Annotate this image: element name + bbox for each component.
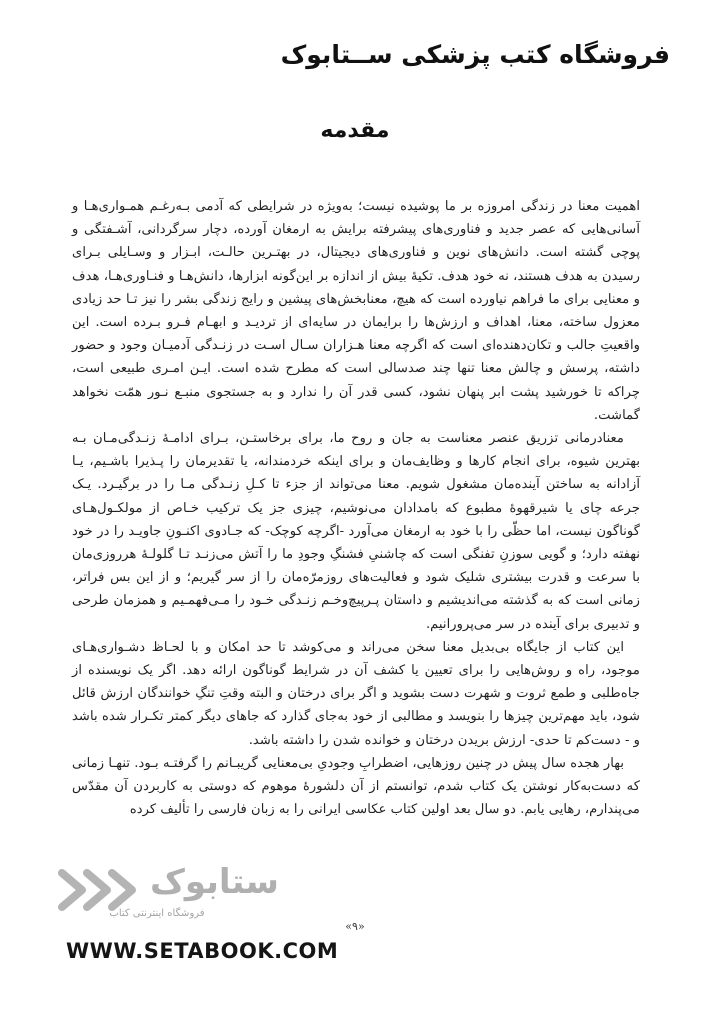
site-url: WWW.SETABOOK.COM	[66, 939, 339, 963]
chevrons-icon	[52, 868, 147, 913]
paragraph-1: اهمیت معنا در زندگی امروزه بر ما پوشیده نیست؛ به‌ویژه در شرایطی که آدمی بـه‌رغـم همـواری‌هـا و آسانی‌هایی که عصر جدید و فناوری‌های پیشرفته برایش به ارمغان آورده، دچار سرگردانی، آشـفتگی و پوچی گشته است. دانش‌های نوین و فناوری‌های دیجیتال، در بهتـرین حالـت، ابـزار و وسـایلی بـرای رسیدن به هدف هستند، نه خود هدف. تکیهٔ بیش از اندازه بر این‌گونه ابزارها، دانش‌هـا و فنـاوری‌هـا، هدف و معنایی برای ما فراهم نیاورده است که هیچ، معنابخش‌های پیشین و رایج زندگی بشر را نیز تـا حد زیادی معزول ساخته، معنا، اهداف و ارزش‌ها را برایمان در سایه‌ای از تردیـد و ابهـام فـرو بـرده است. این واقعیتِ جالب و تکان‌دهنده‌ای است که اگرچه معنا هـزاران سـال اسـت در زنـدگی آدمیـان وجود و حضور داشته، پرسش و چالش معنا تنها چند صدسالی است که مطرح شده است. ایـن امـری طبیعی است، چراکه تا خورشید پشت ابر پنهان نشود، کسی قدر آن را ندارد و به جستجوی منبـع نـور همّت نخواهد گماشت.	[72, 199, 640, 423]
page-number: «۹»	[345, 920, 365, 933]
store-header-title: فروشگاه کتب پزشکی ســتابوک	[280, 40, 670, 69]
watermark-brand-text: ستابوک	[150, 862, 279, 902]
paragraph-3: این کتاب از جایگاه بی‌بدیل معنا سخن می‌راند و می‌کوشد تا حد امکان و با لحـاظ دشـواری‌هـای موجود، راه و روش‌هایی را برای تعیین یا کشف آن در شرایط گوناگون ارائه دهد. اگر یک نویسنده از جاه‌طلبی و طمع ثروت و شهرت دست بشوید و اگر برای درختان و البته وقتِ تنگِ خوانندگان ارزش قائل شود، باید مهم‌ترین چیزها را بنویسد و مطالبی از خود به‌جای گذارد که جاهای دیگر کمتر تکـرار شده باشد و - دست‌کم تا حدی- ارزش بریدن درختان و خوانده شدن را داشته باشد.	[72, 639, 640, 748]
paragraph-4: بهار هجده سال پیش در چنین روزهایی، اضطرابِ وجودیِ بی‌معنایی گریبـانم را گرفتـه بـود. تنهـا زمانی که دست‌به‌کار نوشتن یک کتاب شدم، توانستم از آن دلشورهٔ موهوم که دوستی به کاربردن آن مقدّس می‌پندارم، رهایی یابم. دو سال بعد اولین کتاب عکاسی ایرانی را به زبان فارسی را تألیف کرده	[72, 755, 640, 818]
section-title: مقدمه	[320, 118, 390, 143]
paragraph-2: معنادرمانی تزریق عنصر معناست به جان و روح ما، برای برخاستـن، بـرای ادامـهٔ زنـدگی‌مـان بـه بهترین شیوه، برای انجام کارها و وظایف‌مان و برای اینکه خردمندانه، یا تقدیرمان را پـذیرا باشـیم، یـا آزادانه به ساختن آینده‌مان مشغول شویم. معنا می‌تواند از جزء تا کـلِ زنـدگی مـا را در برگیـرد. یـک جرعه چای یا شیرقهوهٔ مطبوع که بامدادان می‌نوشیم، چیزی جز یک ترکیب خـاص از مولکـول‌هـای گوناگون نیست، اما حظّی را با خود به ارمغان می‌آورد -اگرچه کوچک- که جـادوی اکنـونِ جاویـد را در خود نهفته دارد؛ و گویی سوزنِ تفنگی است که چاشنیِ فشنگِ وجودِ ما را آتش می‌زنـد تـا گلولـهٔ هرروزی‌مان با سرعت و قدرت بیشتری شلیک شود و فعالیت‌های روزمرّه‌مان را از سر گیریم؛ و از این بس فراتر، زمانی است که به گذشته می‌اندیشیم و داستان پـرپیچ‌وخـم زنـدگی خـود را مـی‌فهمـیم و همزمان طرحی و تدبیری برای آینده در سر می‌پرورانیم.	[72, 431, 640, 632]
setabook-watermark-logo	[52, 862, 312, 932]
body-text	[72, 195, 640, 821]
watermark-subtitle: فروشگاه اینترنتی کتاب	[109, 908, 205, 919]
